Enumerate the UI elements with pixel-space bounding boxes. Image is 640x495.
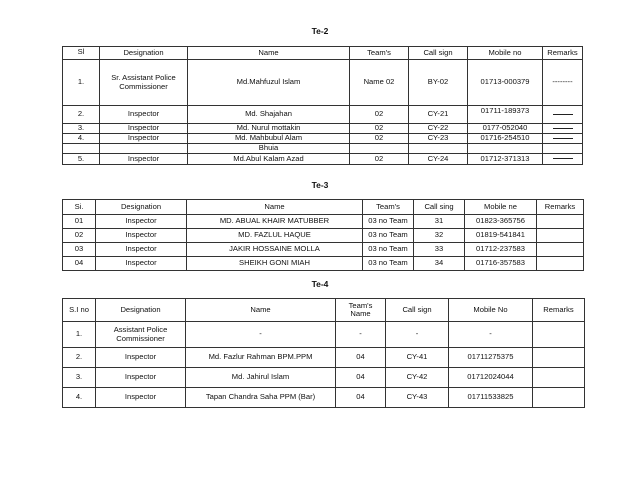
cell-name: Md. Shajahan	[188, 106, 350, 124]
cell-remarks	[543, 154, 583, 165]
cell-team	[350, 144, 409, 154]
cell-team: 03 no Team	[363, 243, 414, 257]
cell-name: Md. Jahirul Islam	[186, 368, 336, 388]
cell-team: -	[336, 322, 386, 348]
cell-sl: 01	[63, 215, 96, 229]
cell-mobile: -	[449, 322, 533, 348]
team-4-title: Te-4	[311, 279, 329, 289]
cell-name: Md. Fazlur Rahman BPM.PPM	[186, 348, 336, 368]
cell-team: 04	[336, 348, 386, 368]
cell-sl: 2.	[63, 348, 96, 368]
cell-mobile: 01823-365756	[465, 215, 537, 229]
col-header-sl: Sl	[63, 47, 100, 60]
cell-sl: 1.	[63, 60, 100, 106]
cell-sl: 03	[63, 243, 96, 257]
cell-call-sign: CY-23	[409, 134, 468, 144]
cell-team: 02	[350, 154, 409, 165]
cell-team: 03 no Team	[363, 229, 414, 243]
col-header-mobile: Mobile No	[449, 299, 533, 322]
cell-team: 02	[350, 106, 409, 124]
col-header-designation: Designation	[96, 299, 186, 322]
table-row	[63, 243, 584, 257]
col-header-name: Name	[188, 47, 350, 60]
cell-team: 04	[336, 388, 386, 408]
cell-designation: Inspector	[100, 154, 188, 165]
col-header-sl: Si.	[63, 200, 96, 215]
dash-mark	[553, 138, 573, 139]
cell-team: Name 02	[350, 60, 409, 106]
cell-call-sign: 34	[414, 257, 465, 271]
cell-call-sign: CY-43	[386, 388, 449, 408]
cell-mobile: 01712-371313	[468, 154, 543, 165]
cell-remarks	[537, 229, 584, 243]
team-2-table	[62, 46, 583, 165]
cell-designation: Inspector	[96, 368, 186, 388]
cell-mobile: 01716-254510	[468, 134, 543, 144]
col-header-team: Team's	[363, 200, 414, 215]
cell-remarks	[543, 134, 583, 144]
team-3-title: Te-3	[311, 180, 329, 190]
cell-sl	[63, 144, 100, 154]
table-row	[63, 60, 583, 106]
cell-team: 03 no Team	[363, 215, 414, 229]
table-row	[63, 229, 584, 243]
cell-call-sign: CY-41	[386, 348, 449, 368]
cell-name: MD. ABUAL KHAIR MATUBBER	[187, 215, 363, 229]
dash-mark	[553, 114, 573, 115]
team-2-title: Te-2	[311, 26, 329, 36]
cell-name: MD. FAZLUL HAQUE	[187, 229, 363, 243]
dash-mark	[553, 128, 573, 129]
table-row	[63, 215, 584, 229]
dash-mark	[553, 158, 573, 159]
cell-sl: 3.	[63, 124, 100, 134]
cell-remarks	[543, 144, 583, 154]
col-header-designation: Designation	[96, 200, 187, 215]
table-row	[63, 144, 583, 154]
cell-mobile: 01712-237583	[465, 243, 537, 257]
cell-remarks	[537, 243, 584, 257]
cell-call-sign	[409, 144, 468, 154]
col-header-team: Team's	[350, 47, 409, 60]
cell-call-sign: CY-21	[409, 106, 468, 124]
cell-remarks	[533, 388, 585, 408]
cell-sl: 4.	[63, 388, 96, 408]
cell-designation: Inspector	[96, 348, 186, 368]
col-header-name: Name	[187, 200, 363, 215]
cell-remarks	[533, 322, 585, 348]
cell-mobile: 01711533825	[449, 388, 533, 408]
cell-call-sign: -	[386, 322, 449, 348]
table-row	[63, 134, 583, 144]
cell-team: 04	[336, 368, 386, 388]
cell-call-sign: BY-02	[409, 60, 468, 106]
cell-team: 03 no Team	[363, 257, 414, 271]
cell-remarks	[537, 257, 584, 271]
table-row	[63, 124, 583, 134]
cell-name: Md. Mahbubul Alam	[188, 134, 350, 144]
table-header-row	[63, 47, 583, 60]
cell-name: Md.Abul Kalam Azad	[188, 154, 350, 165]
cell-name: -	[186, 322, 336, 348]
cell-call-sign: CY-22	[409, 124, 468, 134]
cell-designation: Sr. Assistant Police Commissioner	[100, 60, 188, 106]
cell-sl: 4.	[63, 134, 100, 144]
col-header-mobile: Mobile ne	[465, 200, 537, 215]
cell-remarks	[533, 368, 585, 388]
table-row	[63, 348, 585, 368]
col-header-sl: S.I no	[63, 299, 96, 322]
cell-remarks	[533, 348, 585, 368]
cell-mobile: 01819-541841	[465, 229, 537, 243]
cell-remarks	[543, 106, 583, 124]
cell-mobile: 01716-357583	[465, 257, 537, 271]
table-header-row	[63, 200, 584, 215]
cell-sl: 5.	[63, 154, 100, 165]
col-header-name: Name	[186, 299, 336, 322]
col-header-mobile: Mobile no	[468, 47, 543, 60]
col-header-call-sign: Call sign	[386, 299, 449, 322]
cell-designation: Inspector	[96, 229, 187, 243]
col-header-call-sign: Call sing	[414, 200, 465, 215]
table-row	[63, 388, 585, 408]
team-3-table	[62, 199, 584, 271]
cell-sl: 04	[63, 257, 96, 271]
col-header-remarks: Remarks	[533, 299, 585, 322]
cell-name: SHEIKH GONI MIAH	[187, 257, 363, 271]
cell-sl: 3.	[63, 368, 96, 388]
cell-call-sign: CY-24	[409, 154, 468, 165]
cell-call-sign: 33	[414, 243, 465, 257]
cell-call-sign: 32	[414, 229, 465, 243]
cell-sl: 1.	[63, 322, 96, 348]
cell-mobile: 01712024044	[449, 368, 533, 388]
cell-call-sign: CY-42	[386, 368, 449, 388]
cell-sl: 02	[63, 229, 96, 243]
cell-designation: Inspector	[100, 124, 188, 134]
cell-name: Md.Mahfuzul Islam	[188, 60, 350, 106]
cell-designation: Inspector	[96, 388, 186, 408]
cell-name: Bhuia	[188, 144, 350, 154]
table-row	[63, 257, 584, 271]
cell-mobile: 01713-000379	[468, 60, 543, 106]
cell-mobile	[468, 144, 543, 154]
cell-call-sign: 31	[414, 215, 465, 229]
cell-sl: 2.	[63, 106, 100, 124]
cell-remarks: --------	[543, 60, 583, 106]
table-row	[63, 322, 585, 348]
cell-mobile: 01711275375	[449, 348, 533, 368]
table-row	[63, 106, 583, 124]
cell-designation: Inspector	[96, 257, 187, 271]
cell-designation	[100, 144, 188, 154]
col-header-designation: Designation	[100, 47, 188, 60]
cell-name: Md. Nurul mottakin	[188, 124, 350, 134]
table-row	[63, 154, 583, 165]
cell-designation: Inspector	[100, 106, 188, 124]
table-row	[63, 368, 585, 388]
col-header-remarks: Remarks	[543, 47, 583, 60]
cell-remarks	[537, 215, 584, 229]
cell-name: Tapan Chandra Saha PPM (Bar)	[186, 388, 336, 408]
cell-name: JAKIR HOSSAINE MOLLA	[187, 243, 363, 257]
col-header-call-sign: Call sign	[409, 47, 468, 60]
cell-designation: Assistant Police Commissioner	[96, 322, 186, 348]
cell-designation: Inspector	[100, 134, 188, 144]
cell-mobile: 01711-189373	[468, 106, 543, 124]
col-header-remarks: Remarks	[537, 200, 584, 215]
cell-designation: Inspector	[96, 243, 187, 257]
cell-team: 02	[350, 124, 409, 134]
col-header-team: Team's Name	[336, 299, 386, 322]
cell-remarks	[543, 124, 583, 134]
cell-mobile: 0177-052040	[468, 124, 543, 134]
table-header-row	[63, 299, 585, 322]
cell-designation: Inspector	[96, 215, 187, 229]
cell-team: 02	[350, 134, 409, 144]
team-4-table	[62, 298, 585, 408]
